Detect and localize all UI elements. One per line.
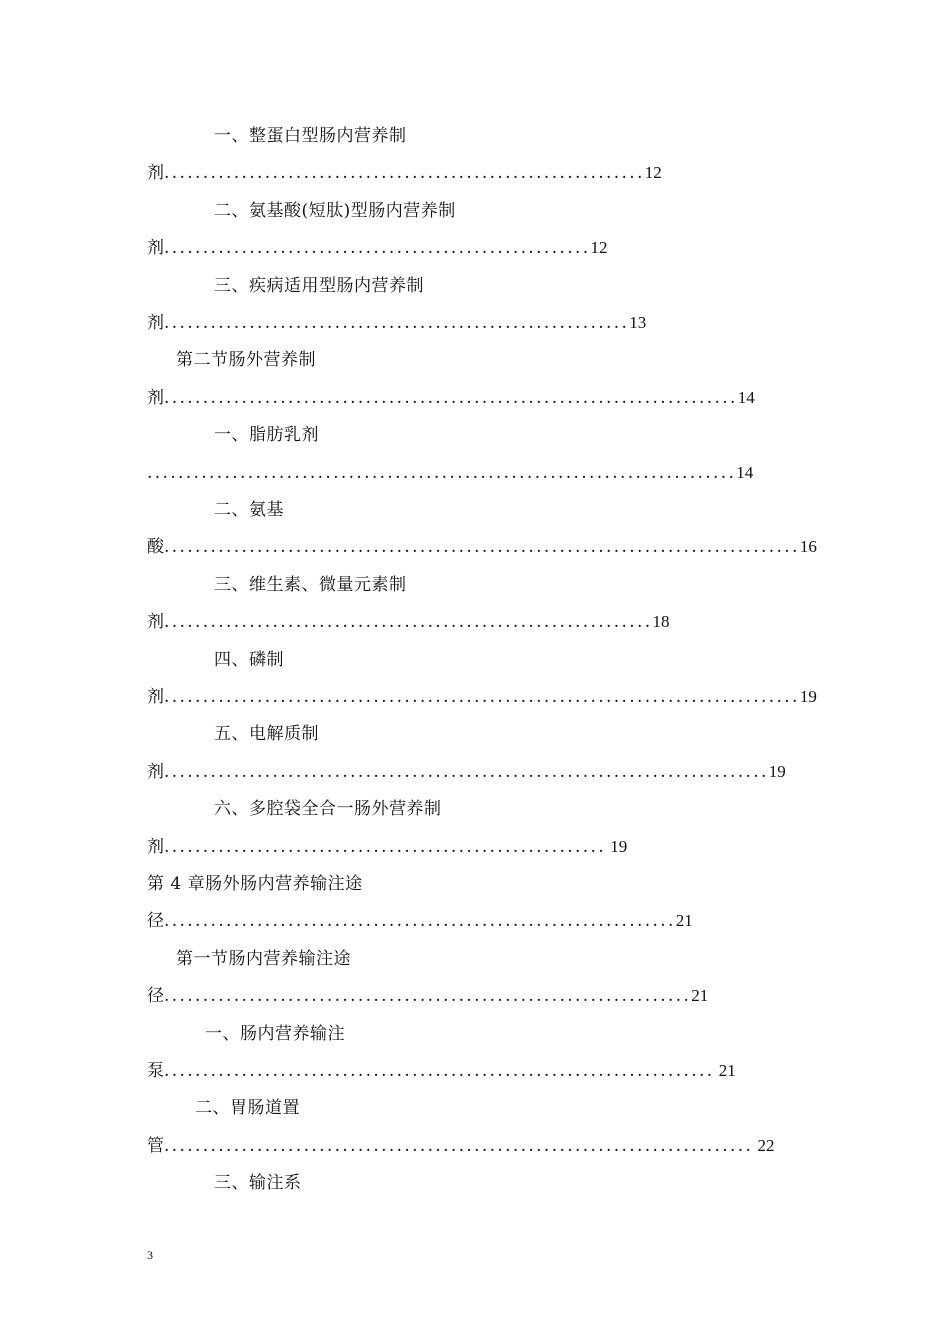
toc-entry-title[interactable]: 第 4 章肠外肠内营养输注途 bbox=[147, 874, 363, 894]
toc-entry-title[interactable]: 二、氨基 bbox=[214, 500, 284, 520]
dot-leader: .......................................................................... bbox=[164, 387, 738, 408]
toc-entry-tail: 径 bbox=[147, 911, 164, 932]
toc-entry-title[interactable]: 第一节肠内营养输注途 bbox=[176, 948, 351, 969]
toc-entry-tail: 剂 bbox=[147, 313, 164, 333]
toc-entry-tail: 泵 bbox=[147, 1061, 164, 1081]
dot-leader: .................................................................................. bbox=[164, 537, 800, 558]
page-number: 3 bbox=[147, 1248, 153, 1262]
dot-leader: .................................................................................. bbox=[164, 687, 800, 707]
dot-leader: .................................................................... bbox=[164, 986, 692, 1007]
toc-entry-leader[interactable] bbox=[147, 610, 670, 634]
dot-leader: ......................................................... bbox=[164, 836, 606, 857]
toc-entry-title[interactable]: 二、胃肠道置 bbox=[195, 1098, 300, 1119]
toc-page-number: 22 bbox=[753, 1135, 775, 1155]
toc-entry-leader[interactable] bbox=[147, 909, 693, 933]
toc-entry-leader[interactable] bbox=[147, 1134, 775, 1158]
toc-entry-leader[interactable] bbox=[147, 461, 753, 485]
toc-page-number: 14 bbox=[736, 462, 754, 482]
toc-entry-title[interactable]: 第二节肠外营养制 bbox=[176, 350, 316, 371]
toc-entry-tail: 径 bbox=[147, 986, 164, 1007]
toc-entry-title[interactable]: 一、整蛋白型肠内营养制 bbox=[214, 126, 407, 146]
toc-page-number: 19 bbox=[605, 836, 628, 856]
toc-entry-leader[interactable] bbox=[147, 311, 646, 335]
toc-entry-leader[interactable] bbox=[147, 685, 817, 709]
dot-leader: ............................................................................ bbox=[147, 462, 737, 483]
toc-page-number: 12 bbox=[644, 163, 662, 183]
toc-entry-tail: 剂 bbox=[147, 238, 164, 259]
toc-page-number: 21 bbox=[675, 911, 693, 931]
toc-entry-leader[interactable] bbox=[147, 236, 607, 260]
toc-entry-leader[interactable] bbox=[147, 161, 662, 185]
toc-page-number: 13 bbox=[629, 313, 647, 332]
toc-entry-tail: 剂 bbox=[147, 612, 164, 633]
toc-page-number: 21 bbox=[691, 986, 709, 1006]
toc-page-number: 18 bbox=[652, 612, 670, 632]
toc-entry-tail: 剂 bbox=[147, 163, 164, 184]
toc-entry-title[interactable]: 六、多腔袋全合一肠外营养制 bbox=[214, 799, 442, 820]
toc-entry-leader[interactable] bbox=[147, 835, 627, 859]
toc-entry-leader[interactable] bbox=[147, 1059, 736, 1083]
dot-leader: ............................................................... bbox=[164, 612, 653, 633]
toc-entry-tail: 剂 bbox=[147, 687, 164, 707]
toc-entry-tail: 剂 bbox=[147, 387, 164, 408]
toc-entry-leader[interactable] bbox=[147, 386, 755, 410]
toc-page-number: 21 bbox=[714, 1061, 736, 1080]
dot-leader: ....................................................... bbox=[164, 238, 591, 259]
toc-entry-leader[interactable] bbox=[147, 984, 708, 1008]
dot-leader: ............................................................ bbox=[164, 313, 630, 333]
toc-page-number: 19 bbox=[799, 687, 817, 706]
toc-entry-title[interactable]: 三、输注系 bbox=[214, 1173, 302, 1194]
toc-entry-title[interactable]: 一、肠内营养输注 bbox=[205, 1023, 345, 1044]
toc-page-number: 16 bbox=[799, 537, 817, 557]
toc-entry-title[interactable]: 三、疾病适用型肠内营养制 bbox=[214, 275, 424, 296]
dot-leader: ....................................................................... bbox=[164, 1061, 715, 1081]
toc-entry-title[interactable]: 一、脂肪乳剂 bbox=[214, 425, 319, 446]
toc-page-number: 12 bbox=[590, 238, 608, 258]
toc-entry-tail: 剂 bbox=[147, 836, 164, 857]
toc-entry-title[interactable]: 五、电解质制 bbox=[214, 724, 319, 745]
toc-page-number: 19 bbox=[768, 761, 786, 781]
dot-leader: ............................................................................ bbox=[164, 1135, 754, 1156]
toc-entry-leader[interactable] bbox=[147, 760, 786, 784]
toc-entry-title[interactable]: 四、磷制 bbox=[214, 649, 284, 670]
toc-entry-tail: 酸 bbox=[147, 537, 164, 558]
toc-entry-leader[interactable] bbox=[147, 535, 817, 559]
dot-leader: .............................................................. bbox=[164, 163, 645, 184]
toc-entry-title[interactable]: 二、氨基酸(短肽)型肠内营养制 bbox=[214, 200, 456, 221]
dot-leader: .................................................................. bbox=[164, 911, 676, 932]
toc-page-number: 14 bbox=[737, 387, 755, 407]
dot-leader: .............................................................................. bbox=[164, 761, 769, 782]
toc-entry-tail: 管 bbox=[147, 1135, 164, 1156]
toc-entry-tail: 剂 bbox=[147, 761, 164, 782]
toc-entry-title[interactable]: 三、维生素、微量元素制 bbox=[214, 574, 407, 595]
